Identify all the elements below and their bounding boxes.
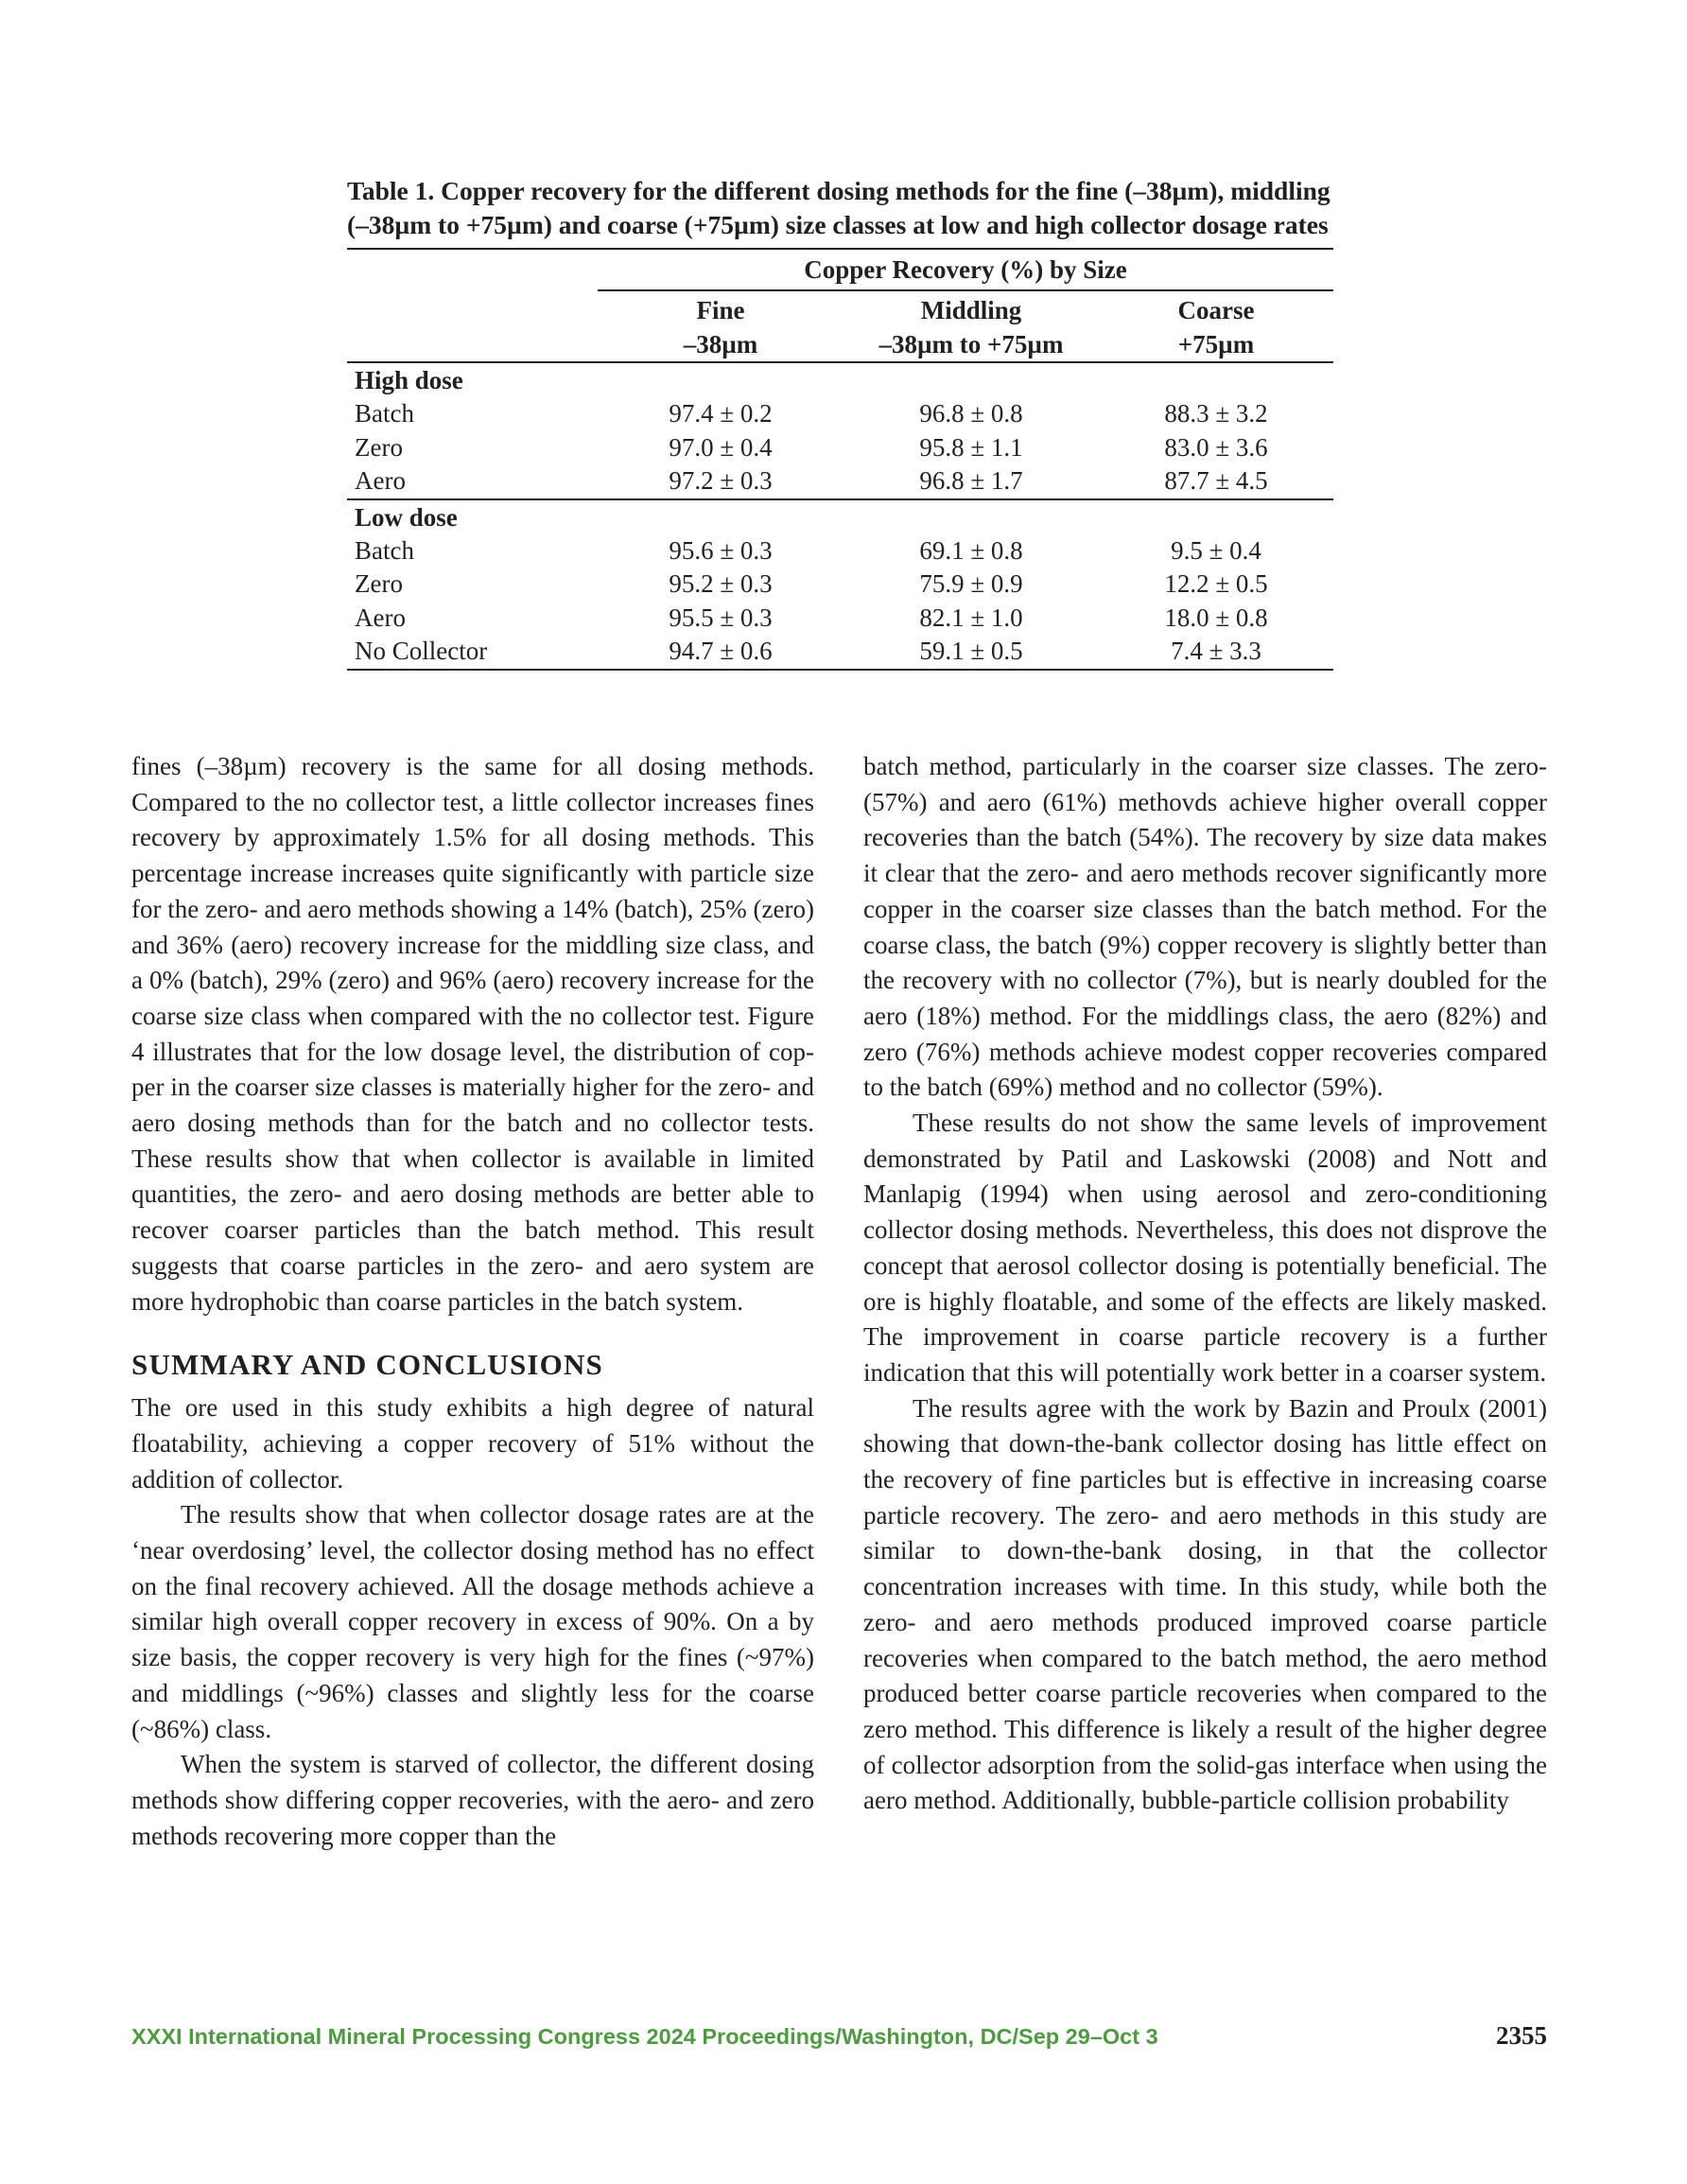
body-paragraph: The results show that when collector dosage rates are at the ‘near overdosing’ level, the collector dosing method has no effect on the final recovery achieved. All the dosage methods achieve a similar high overall copper recovery in excess of 90%. On a by size basis, the copper recovery is very high for the fines (~97%) and middlings (~96%) classes and slightly less for the coarse (~86%) class.	[131, 1500, 814, 1743]
page-number: 2355	[1496, 2021, 1547, 2050]
table-spanner-row	[347, 250, 1333, 290]
row-label: Batch	[355, 399, 414, 428]
cell-middling: 75.9 ± 0.9	[919, 569, 1023, 599]
table-row	[347, 635, 1333, 670]
table-caption: Table 1. Copper recovery for the different dosing methods for the fine (–38µm), middling (–38µm to +75µm) and coarse (+75µm) size classes at low and high collector dosage rates	[347, 176, 1330, 239]
row-label: Zero	[355, 569, 403, 598]
column-header-fine: Fine –38µm	[683, 296, 758, 358]
column-header-middling: Middling –38µm to +75µm	[878, 296, 1064, 358]
left-text-column	[131, 749, 814, 1854]
table-row	[347, 602, 1333, 636]
right-text-column	[863, 749, 1547, 1819]
cell-fine: 97.2 ± 0.3	[669, 466, 773, 496]
results-table	[347, 248, 1333, 671]
row-label: Aero	[355, 603, 406, 632]
group-row-low-dose	[347, 500, 1333, 534]
row-label: Batch	[355, 535, 414, 565]
group-label: Low dose	[355, 502, 458, 532]
cell-coarse: 12.2 ± 0.5	[1164, 569, 1268, 599]
table-spanner: Copper Recovery (%) by Size	[804, 254, 1127, 284]
table-row	[347, 431, 1333, 465]
table-row	[347, 534, 1333, 568]
cell-coarse: 7.4 ± 3.3	[1171, 637, 1261, 666]
cell-fine: 97.0 ± 0.4	[669, 432, 773, 462]
cell-middling: 82.1 ± 1.0	[919, 603, 1023, 632]
body-paragraph: When the system is starved of collector, the different dosing methods show differing copper recoveries, with the aero- and zero methods recovering more copper than the	[131, 1750, 814, 1850]
body-paragraph: These results do not show the same levels of improvement demonstrated by Patil and Laskowski (2008) and Nott and Manlapig (1994) when using aerosol and zero-conditioning collector dosing methods. Nevertheless, this does not disprove the concept that aerosol collector dosing is potentially beneficial. The ore is highly floatable, and some of the effects are likely masked. The improvement in coarse particle recovery is a further indication that this will potentially work better in a coarser system.	[863, 1109, 1547, 1387]
cell-coarse: 83.0 ± 3.6	[1164, 432, 1268, 462]
group-label: High dose	[355, 366, 463, 394]
cell-middling: 59.1 ± 0.5	[919, 637, 1023, 666]
row-label: Zero	[355, 432, 403, 462]
row-label: Aero	[355, 466, 406, 495]
body-paragraph: fines (–38µm) recovery is the same for all dosing methods. Compared to the no collector test, a little collector increases fines recovery by approximately 1.5% for all dosing methods. This percentage increase increases quite significantly with particle size for the zero- and aero methods showing a 14% (batch), 25% (zero) and 36% (aero) recovery increase for the middling size class, and a 0% (batch), 29% (zero) and 96% (aero) recovery increase for the coarse size class when compared with the no collector test. Figure 4 illustrates that for the low dosage level, the distribution of copper in the coarser size classes is materially higher for the zero- and aero dosing methods than for the batch and no collector tests. These results show that when collector is available in limited quantities, the zero- and aero dosing methods are better able to recover coarser particles than the batch method. This result suggests that coarse particles in the zero- and aero system are more hydrophobic than coarse particles in the batch system.	[131, 752, 814, 1316]
table-row	[347, 397, 1333, 431]
table-row	[347, 568, 1333, 602]
cell-middling: 69.1 ± 0.8	[919, 535, 1023, 565]
cell-coarse: 9.5 ± 0.4	[1171, 535, 1261, 565]
footer-proceedings: XXXI International Mineral Processing Congress 2024 Proceedings/Washington, DC/Sep 29–Oct 3	[131, 2024, 1158, 2049]
cell-fine: 97.4 ± 0.2	[669, 399, 773, 428]
table-block	[347, 174, 1333, 671]
row-label: No Collector	[355, 637, 488, 665]
body-paragraph: batch method, particularly in the coarser size classes. The zero- (57%) and aero (61%) methovds achieve higher overall copper recoveries than the batch (54%). The recovery by size data makes it clear that the zero- and aero methods recover significantly more copper in the coarser size classes than the batch method. For the coarse class, the batch (9%) copper recovery is slightly better than the recovery with no collector (7%), but is nearly doubled for the aero (18%) method. For the middlings class, the aero (82%) and zero (76%) methods achieve modest copper recoveries compared to the batch (69%) method and no collector (59%).	[863, 752, 1547, 1102]
cell-middling: 95.8 ± 1.1	[919, 432, 1023, 462]
section-heading: SUMMARY AND CONCLUSIONS	[131, 1348, 604, 1382]
cell-fine: 94.7 ± 0.6	[669, 637, 773, 666]
cell-coarse: 87.7 ± 4.5	[1164, 466, 1268, 496]
cell-fine: 95.6 ± 0.3	[669, 535, 773, 565]
body-paragraph: The results agree with the work by Bazin and Proulx (2001) showing that down-the-bank collector dosing has little effect on the recovery of fine particles but is effective in increasing coarse particle recovery. The zero- and aero methods in this study are similar to down-the-bank dosing, in that the collector concentration increases with time. In this study, while both the zero- and aero methods produced improved coarse particle recoveries when compared to the batch method, the aero method produced better coarse particle recoveries when compared to the zero method. This difference is likely a result of the higher degree of collector adsorption from the solid-gas interface when using the aero method. Additionally, bubble-particle collision probability	[863, 1393, 1547, 1815]
group-row-high-dose	[347, 363, 1333, 397]
body-paragraph: The ore used in this study exhibits a high degree of natural floatability, achieving a copper recovery of 51% without the addition of collector.	[131, 1393, 814, 1494]
table-row	[347, 464, 1333, 499]
column-header-coarse: Coarse +75µm	[1177, 296, 1255, 358]
cell-fine: 95.2 ± 0.3	[669, 569, 773, 599]
cell-middling: 96.8 ± 1.7	[919, 466, 1023, 496]
cell-coarse: 18.0 ± 0.8	[1164, 603, 1268, 632]
cell-coarse: 88.3 ± 3.2	[1164, 399, 1268, 428]
cell-middling: 96.8 ± 0.8	[919, 399, 1023, 428]
table-header-row	[347, 291, 1333, 362]
cell-fine: 95.5 ± 0.3	[669, 603, 773, 632]
